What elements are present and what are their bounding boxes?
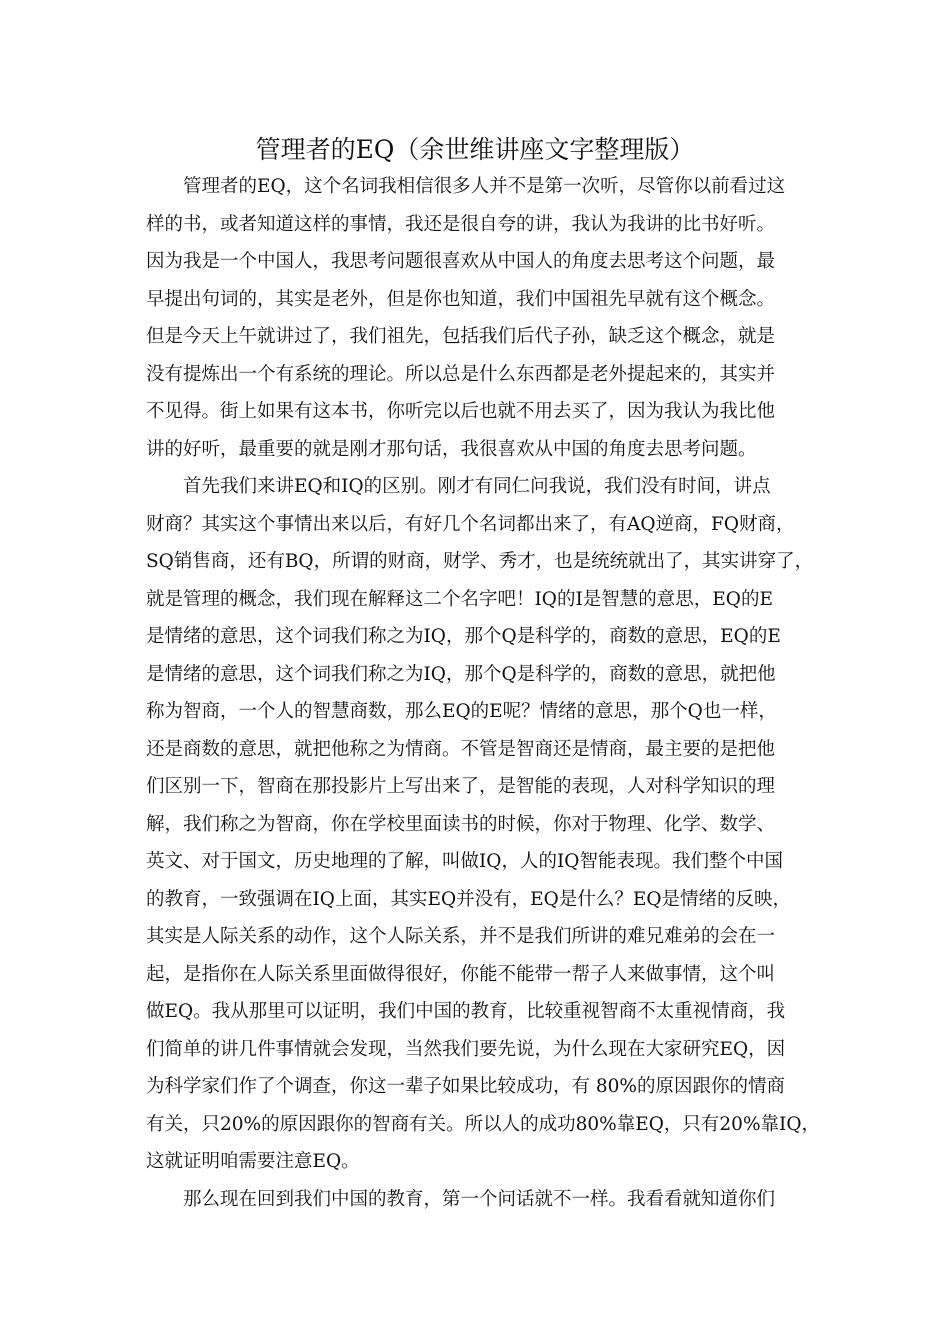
document-title: 管理者的EQ（余世维讲座文字整理版） [255, 135, 695, 164]
paragraph-line: 解，我们称之为智商，你在学校里面读书的时候，你对于物理、化学、数学、 [146, 813, 776, 835]
paragraph-line: SQ销售商，还有BQ，所谓的财商，财学、秀才，也是统统就出了，其实讲穿了， [146, 551, 814, 572]
paragraph-line: 有关，只20%的原因跟你的智商有关。所以人的成功80%靠EQ，只有20%靠IQ， [146, 1113, 821, 1135]
paragraph-line: 英文、对于国文，历史地理的了解，叫做IQ，人的IQ智能表现。我们整个中国 [146, 851, 783, 872]
paragraph-line: 们简单的讲几件事情就会发现，当然我们要先说，为什么现在大家研究EQ，因 [146, 1038, 786, 1060]
paragraph-line: 就是管理的概念，我们现在解释这二个名字吧！IQ的I是智慧的意思，EQ的E [146, 588, 773, 610]
paragraph-line: 首先我们来讲EQ和IQ的区别。刚才有同仁问我说，我们没有时间，讲点 [183, 476, 771, 497]
paragraph-line: 财商？其实这个事情出来以后，有好几个名词都出来了，有AQ逆商，FQ财商， [146, 513, 795, 535]
paragraph-line: 样的书，或者知道这样的事情，我还是很自夸的讲，我认为我讲的比书好听。 [146, 213, 776, 235]
paragraph-line: 不见得。街上如果有这本书，你听完以后也就不用去买了，因为我认为我比他 [146, 401, 776, 422]
paragraph-line: 没有提炼出一个有系统的理论。所以总是什么东西都是老外提起来的，其实并 [146, 363, 776, 385]
paragraph-line: 但是今天上午就讲过了，我们祖先，包括我们后代子孙，缺乏这个概念，就是 [146, 326, 776, 347]
document-body [146, 168, 821, 1218]
paragraph-line: 这就证明咱需要注意EQ。 [146, 1151, 360, 1172]
paragraph-line: 是情绪的意思，这个词我们称之为IQ，那个Q是科学的，商数的意思，就把他 [146, 663, 776, 685]
paragraph-line: 管理者的EQ，这个名词我相信很多人并不是第一次听，尽管你以前看过这 [183, 176, 786, 197]
paragraph-line: 做EQ。我从那里可以证明，我们中国的教育，比较重视智商不太重视情商，我 [146, 1001, 786, 1022]
paragraph-line: 讲的好听，最重要的就是刚才那句话，我很喜欢从中国的角度去思考问题。 [146, 438, 757, 460]
paragraph-line: 的教育，一致强调在IQ上面，其实EQ并没有，EQ是什么？EQ是情绪的反映， [146, 888, 791, 910]
paragraph-line: 称为智商，一个人的智慧商数，那么EQ的E呢？情绪的意思，那个Q也一样， [146, 701, 777, 722]
paragraph-line: 其实是人际关系的动作，这个人际关系，并不是我们所讲的难兄难弟的会在一 [146, 926, 776, 947]
paragraph-line: 早提出句词的，其实是老外，但是你也知道，我们中国祖先早就有这个概念。 [146, 288, 776, 310]
paragraph-line: 那么现在回到我们中国的教育，第一个问话就不一样。我看看就知道你们 [183, 1188, 776, 1210]
paragraph-line: 们区别一下，智商在那投影片上写出来了，是智能的表现，人对科学知识的理 [146, 776, 776, 797]
paragraph-line: 为科学家们作了个调查，你这一辈子如果比较成功，有 80%的原因跟你的情商 [146, 1076, 786, 1097]
paragraph-line: 还是商数的意思，就把他称之为情商。不管是智商还是情商，最主要的是把他 [146, 738, 776, 760]
paragraph-line: 因为我是一个中国人，我思考问题很喜欢从中国人的角度去思考这个问题，最 [146, 251, 776, 272]
paragraph-line: 起，是指你在人际关系里面做得很好，你能不能带一帮子人来做事情，这个叫 [146, 963, 776, 985]
paragraph-line: 是情绪的意思，这个词我们称之为IQ，那个Q是科学的，商数的意思，EQ的E [146, 626, 781, 647]
